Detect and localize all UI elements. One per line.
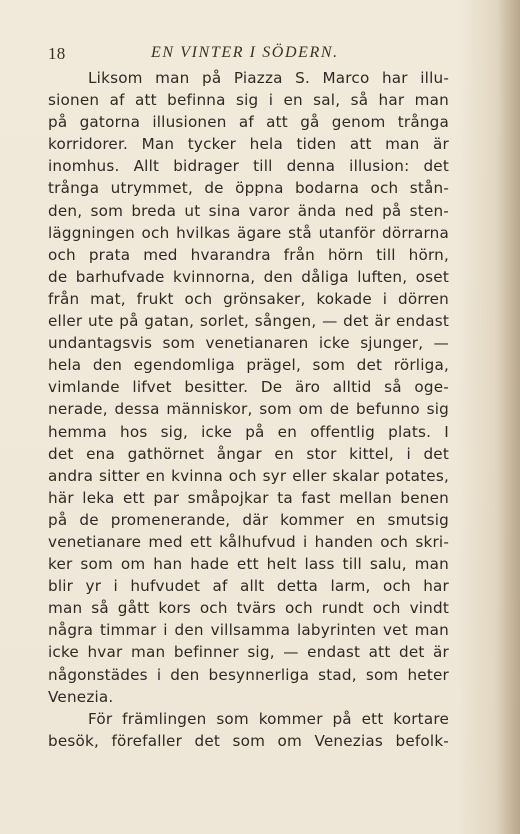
text-line: ker som om han hade ett helt lass till salu, man — [48, 555, 449, 574]
text-line: läggningen och hvilkas ägare stå utanför dörrarna — [48, 223, 449, 242]
text-line: det ena gathörnet ångar en stor kittel, i det — [48, 444, 449, 463]
text-line: man så gått kors och tvärs och rundt och vindt — [48, 599, 449, 618]
body-text — [48, 67, 449, 752]
text-line: nerade, dessa människor, som om de befunno sig — [48, 400, 449, 419]
text-line: och prata med hvarandra från hörn till hörn, — [48, 245, 449, 264]
text-line: här leka ett par småpojkar ta fast mellan benen — [48, 488, 449, 507]
text-line: För främlingen som kommer på ett kortare — [88, 709, 449, 728]
text-line: hela den egendomliga prägel, som det rörliga, — [48, 356, 449, 375]
text-line: venetianare med ett kålhufvud i handen och skri- — [48, 532, 449, 551]
text-line: sionen af att befinna sig i en sal, så har man — [48, 91, 449, 110]
text-line: blir yr i hufvudet af allt detta larm, och har — [48, 577, 449, 596]
text-line: på gatorna illusionen af att gå genom trånga — [48, 113, 449, 132]
text-line: icke hvar man befinner sig, — endast att det är — [48, 643, 449, 662]
text-line: de barhufvade kvinnorna, den dåliga luften, oset — [48, 267, 449, 286]
page-header — [48, 44, 472, 68]
page-number: 18 — [48, 44, 66, 63]
text-line: någonstädes i den besynnerliga stad, som heter — [48, 665, 449, 684]
text-line: hemma hos sig, icke på en offentlig plats. I — [48, 422, 449, 441]
text-line: Venezia. — [48, 687, 114, 706]
text-line: korridorer. Man tycker hela tiden att man är — [48, 135, 449, 154]
text-line: eller ute på gatan, sorlet, sången, — det är endast — [48, 312, 449, 331]
text-line: några timmar i den villsamma labyrinten vet man — [48, 621, 449, 640]
text-line: undantagsvis som venetianaren icke sjunger, — — [48, 334, 449, 353]
text-line: trånga utrymmet, de öppna bodarna och stån- — [48, 179, 449, 198]
text-line: Liksom man på Piazza S. Marco har illu- — [88, 69, 449, 87]
text-line: besök, förefaller det som om Venezias befolk- — [48, 731, 449, 750]
text-line: den, som breda ut sina varor ända ned på sten- — [48, 201, 449, 220]
text-line: på de promenerande, där kommer en smutsig — [48, 510, 449, 529]
text-line: andra sitter en kvinna och syr eller skalar potates, — [48, 466, 449, 485]
text-line: inomhus. Allt bidrager till denna illusion: det — [48, 157, 449, 176]
text-line: vimlande lifvet besitter. De äro alltid så oge- — [48, 378, 449, 397]
page-edge-shadow — [498, 0, 520, 834]
running-title: EN VINTER I SÖDERN. — [151, 44, 339, 61]
text-line: från mat, frukt och grönsaker, kokade i dörren — [48, 289, 449, 308]
